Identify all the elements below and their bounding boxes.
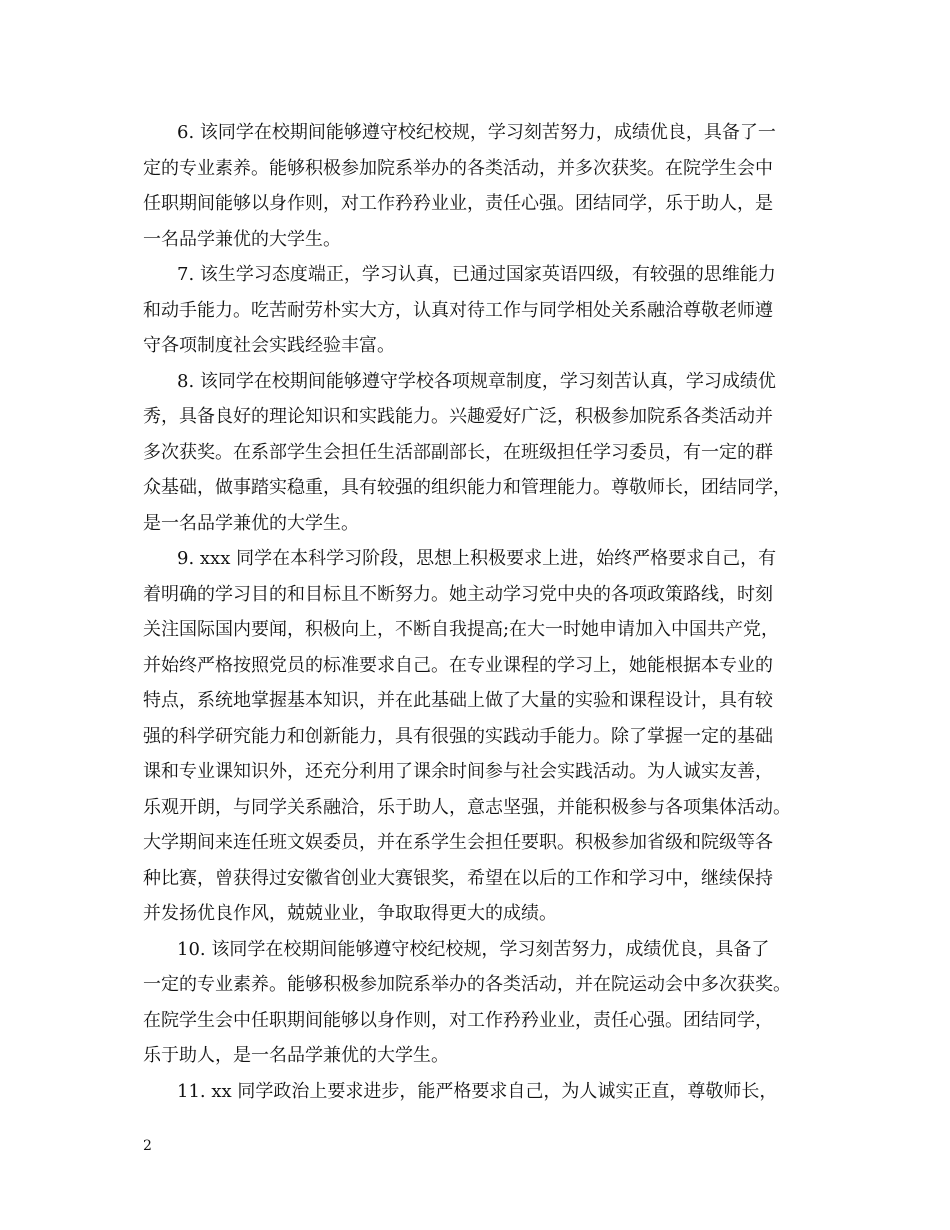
paragraph-first-line: 9. xxx 同学在本科学习阶段，思想上积极要求上进，始终严格要求自己，有 [177, 548, 777, 569]
paragraph-line: 关注国际国内要闻，积极向上，不断自我提高;在大一时她申请加入中国共产党， [143, 619, 780, 640]
paragraph-line: 定的专业素养。能够积极参加院系举办的各类活动，并多次获奖。在院学生会中 [143, 157, 773, 179]
paragraph-line: 多次获奖。在系部学生会担任生活部副部长，在班级担任学习委员，有一定的群 [143, 441, 773, 463]
paragraph-line: 任职期间能够以身作则，对工作矜矜业业，责任心强。团结同学，乐于助人，是 [143, 193, 773, 214]
paragraph-first-line: 11. xx 同学政治上要求进步，能严格要求自己，为人诚实正直，尊敬师长， [177, 1080, 778, 1102]
paragraph-line: 强的科学研究能力和创新能力，具有很强的实践动手能力。除了掌握一定的基础 [143, 725, 773, 747]
paragraph-line: 众基础，做事踏实稳重，具有较强的组织能力和管理能力。尊敬师长，团结同学， [143, 477, 791, 498]
paragraph-line: 课和专业课知识外，还充分利用了课余时间参与社会实践活动。为人诚实友善， [143, 761, 773, 782]
paragraph-line: 大学期间来连任班文娱委员，并在系学生会担任要职。积极参加省级和院级等各 [143, 832, 773, 853]
paragraph-line: 并始终严格按照党员的标准要求自己。在专业课程的学习上，她能根据本专业的 [143, 654, 773, 676]
paragraph-line: 守各项制度社会实践经验丰富。 [143, 335, 395, 356]
paragraph-line: 特点，系统地掌握基本知识，并在此基础上做了大量的实验和课程设计，具有较 [143, 690, 773, 711]
document-body [143, 115, 823, 1109]
paragraph-first-line: 7. 该生学习态度端正，学习认真，已通过国家英语四级，有较强的思维能力 [177, 264, 776, 285]
paragraph-line: 一定的专业素养。能够积极参加院系举办的各类活动，并在院运动会中多次获奖。 [143, 974, 791, 995]
paragraph-line: 秀，具备良好的理论知识和实践能力。兴趣爱好广泛，积极参加院系各类活动并 [143, 406, 773, 427]
paragraph-line: 一名品学兼优的大学生。 [143, 228, 341, 250]
paragraph-line: 是一名品学兼优的大学生。 [143, 512, 359, 534]
paragraph-line: 在院学生会中任职期间能够以身作则，对工作矜矜业业，责任心强。团结同学， [143, 1009, 773, 1031]
paragraph-first-line: 10. 该同学在校期间能够遵守校纪校规，学习刻苦努力，成绩优良，具备了 [177, 938, 770, 960]
paragraph-line: 乐观开朗，与同学关系融洽，乐于助人，意志坚强，并能积极参与各项集体活动。 [143, 796, 791, 818]
paragraph-line: 种比赛，曾获得过安徽省创业大赛银奖，希望在以后的工作和学习中，继续保持 [143, 867, 773, 889]
paragraph-line: 并发扬优良作风，兢兢业业，争取取得更大的成绩。 [143, 903, 557, 924]
paragraph-first-line: 6. 该同学在校期间能够遵守校纪校规，学习刻苦努力，成绩优良，具备了一 [177, 122, 776, 143]
paragraph-line: 乐于助人，是一名品学兼优的大学生。 [143, 1045, 449, 1066]
paragraph-first-line: 8. 该同学在校期间能够遵守学校各项规章制度，学习刻苦认真，学习成绩优 [177, 370, 776, 392]
paragraph-line: 着明确的学习目的和目标且不断努力。她主动学习党中央的各项政策路线，时刻 [143, 583, 773, 605]
paragraph-line: 和动手能力。吃苦耐劳朴实大方，认真对待工作与同学相处关系融洽尊敬老师遵 [143, 299, 773, 321]
page-number: 2 [143, 1138, 152, 1154]
